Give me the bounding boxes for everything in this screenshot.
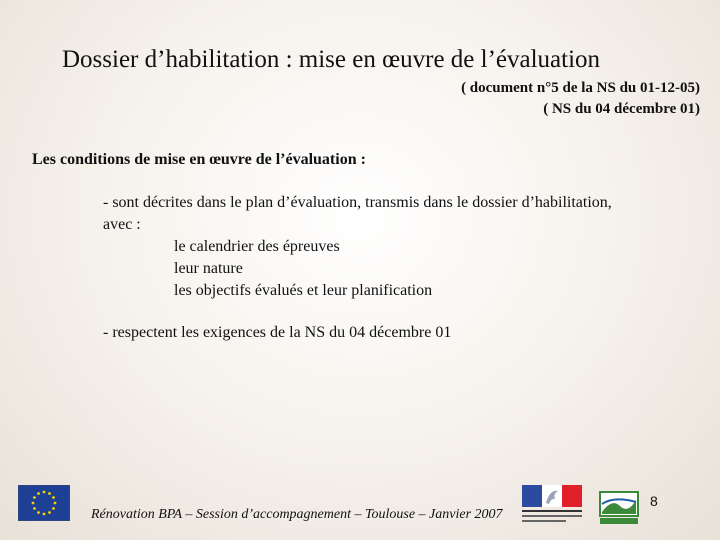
eu-star-icon	[43, 491, 46, 494]
bullet-1-line-1: - sont décrites dans le plan d’évaluation, transmis dans le dossier d’habilitation,	[103, 194, 612, 211]
content-body	[103, 192, 703, 344]
eu-star-icon	[33, 496, 36, 499]
bullet-1-line-2: avec :	[103, 216, 141, 233]
sub-item: leur nature	[174, 260, 243, 277]
eu-star-icon	[37, 492, 40, 495]
section-heading: Les conditions de mise en œuvre de l’évaluation :	[32, 151, 366, 168]
eu-star-icon	[54, 502, 57, 505]
document-reference: ( document n°5 de la NS du 01-12-05)	[461, 80, 700, 96]
enesad-logo	[598, 490, 640, 526]
eu-star-icon	[48, 492, 51, 495]
eu-star-icon	[32, 502, 35, 505]
footer-text: Rénovation BPA – Session d’accompagnement – Toulouse – Janvier 2007	[91, 507, 503, 522]
ns-reference: ( NS du 04 décembre 01)	[543, 101, 700, 117]
eu-star-icon	[52, 496, 55, 499]
slide-title: Dossier d’habilitation : mise en œuvre de l’évaluation	[62, 46, 601, 73]
eu-star-icon	[52, 507, 55, 510]
sub-item: le calendrier des épreuves	[174, 238, 340, 255]
eu-star-icon	[48, 511, 51, 514]
republique-francaise-logo	[522, 485, 582, 527]
sub-item: les objectifs évalués et leur planification	[174, 282, 433, 299]
eu-star-icon	[43, 513, 46, 516]
page-number: 8	[650, 493, 658, 509]
bullet-2: - respectent les exigences de la NS du 04 décembre 01	[103, 324, 452, 341]
eu-star-icon	[37, 511, 40, 514]
eu-star-icon	[33, 507, 36, 510]
eu-flag-icon	[18, 485, 70, 521]
